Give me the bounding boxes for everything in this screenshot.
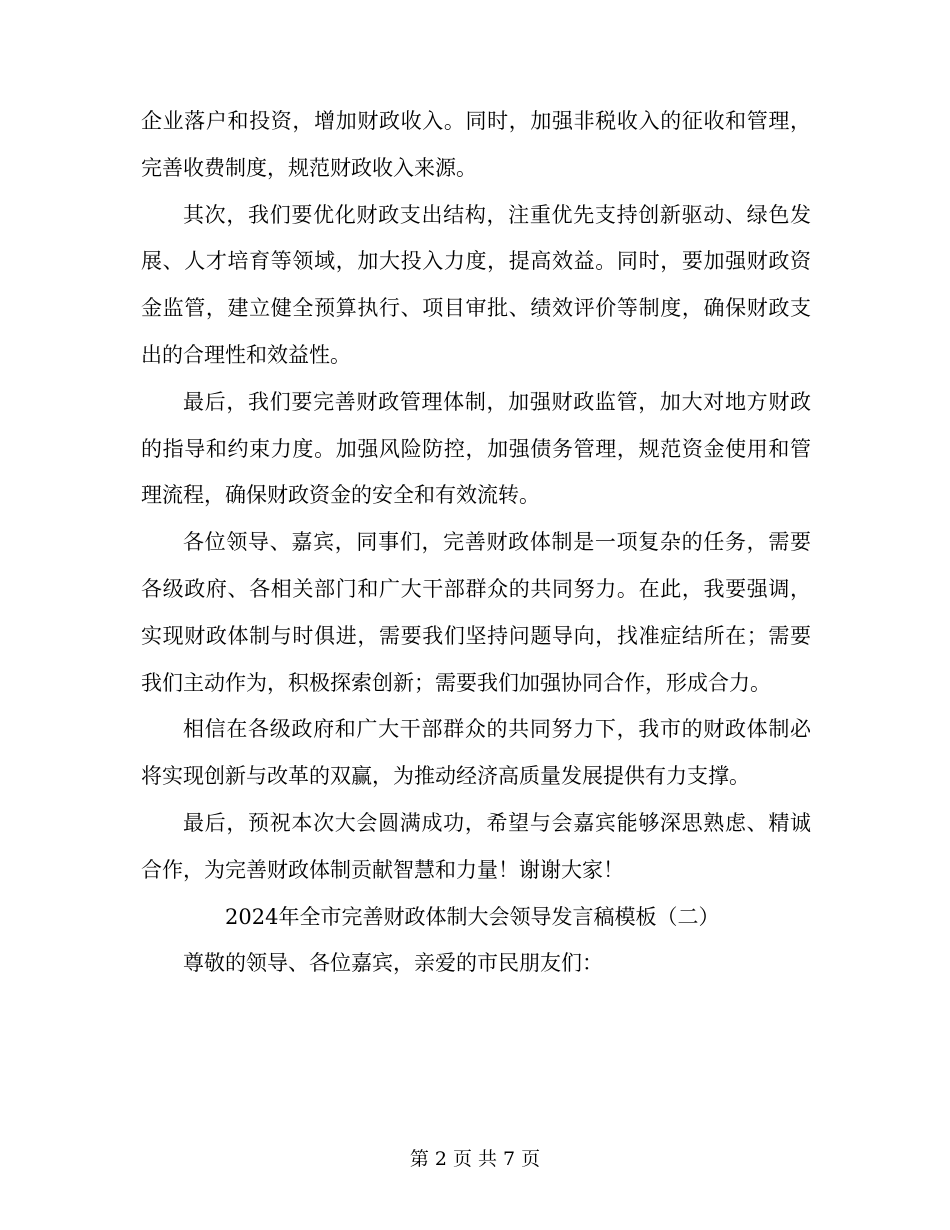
document-body bbox=[141, 98, 811, 987]
greeting: 尊敬的领导、各位嘉宾，亲爱的市民朋友们： bbox=[183, 951, 603, 976]
paragraph-confidence: 相信在各级政府和广大干部群众的共同努力下，我市的财政体制必将实现创新与改革的双赢，为推动经济高质量发展提供有力支撑。 bbox=[141, 717, 811, 789]
paragraph-expenditure: 其次，我们要优化财政支出结构，注重优先支持创新驱动、绿色发展、人才培育等领域，加大投入力度，提高效益。同时，要加强财政资金监管，建立健全预算执行、项目审批、绩效评价等制度，确保财政支出的合理性和效益性。 bbox=[141, 202, 811, 367]
paragraph-continuation: 企业落户和投资，增加财政收入。同时，加强非税收入的征收和管理，完善收费制度，规范财政收入来源。 bbox=[141, 109, 811, 180]
paragraph-address: 各位领导、嘉宾，同事们，完善财政体制是一项复杂的任务，需要各级政府、各相关部门和广大干部群众的共同努力。在此，我要强调，实现财政体制与时俱进，需要我们坚持问题导向，找准症结所在；需要我们主动作为，积极探索创新；需要我们加强协同合作，形成合力。 bbox=[141, 530, 811, 695]
page-number-footer: 第 2 页 共 7 页 bbox=[409, 1148, 541, 1170]
section-title: 2024年全市完善财政体制大会领导发言稿模板（二） bbox=[225, 904, 720, 929]
paragraph-closing: 最后，预祝本次大会圆满成功，希望与会嘉宾能够深思熟虑、精诚合作，为完善财政体制贡献智慧和力量！谢谢大家！ bbox=[141, 810, 811, 882]
paragraph-management: 最后，我们要完善财政管理体制，加强财政监管，加大对地方财政的指导和约束力度。加强风险防控，加强债务管理，规范资金使用和管理流程，确保财政资金的安全和有效流转。 bbox=[141, 389, 811, 508]
